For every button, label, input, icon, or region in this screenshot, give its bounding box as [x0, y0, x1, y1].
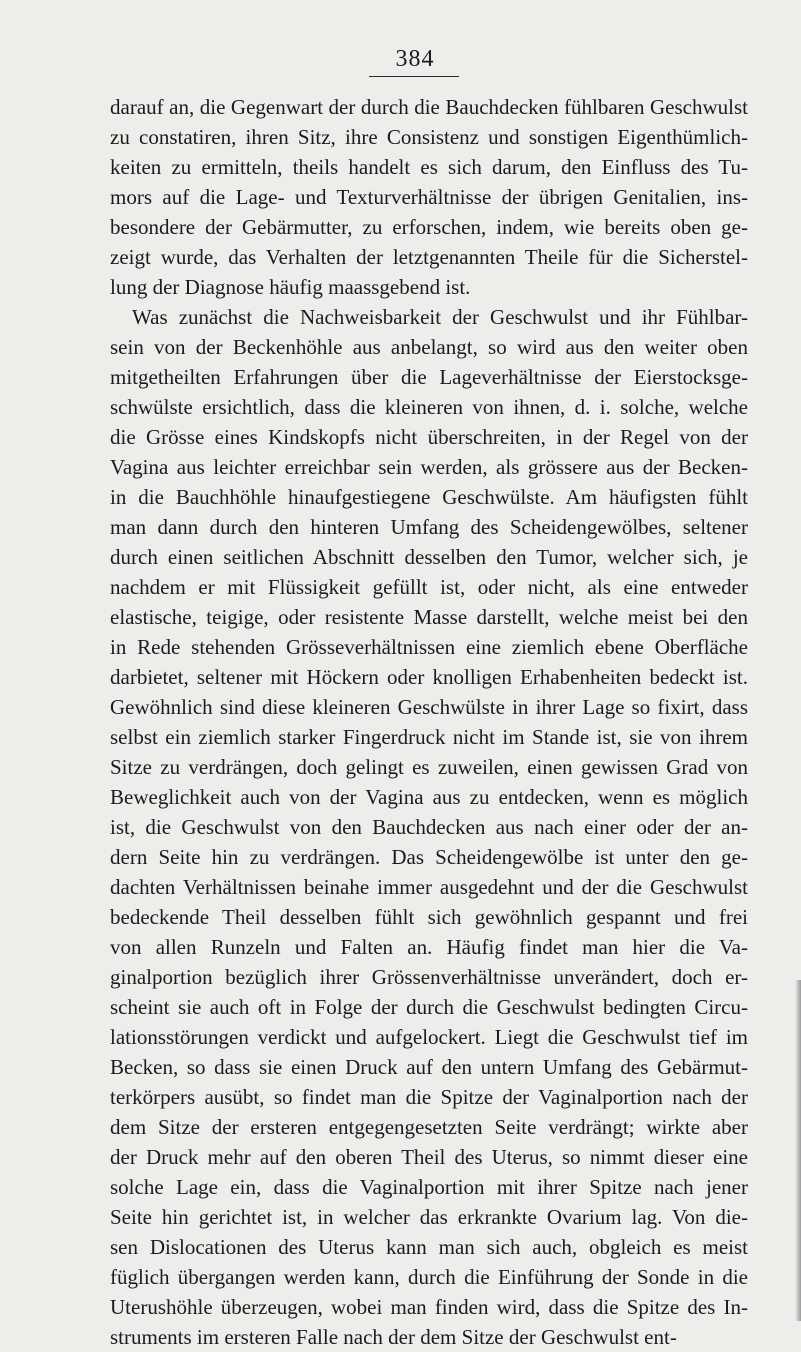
text-line: ist, die Geschwulst von den Bauchdecken aus nach einer oder der an-: [110, 815, 748, 839]
text-line: terkörpers ausübt, so findet man die Spitze der Vaginalportion nach der: [110, 1085, 748, 1109]
text-line: solche Lage ein, dass die Vaginalportion mit ihrer Spitze nach jener: [110, 1175, 748, 1199]
text-line: nachdem er mit Flüssigkeit gefüllt ist, oder nicht, als eine entweder: [110, 575, 748, 599]
text-line: Was zunächst die Nachweisbarkeit der Geschwulst und ihr Fühlbar-: [132, 305, 748, 329]
text-line: sein von der Beckenhöhle aus anbelangt, so wird aus den weiter oben: [110, 335, 748, 359]
text-line: dem Sitze der ersteren entgegengesetzten Seite verdrängt; wirkte aber: [110, 1115, 748, 1139]
text-line: der Druck mehr auf den oberen Theil des Uterus, so nimmt dieser eine: [110, 1145, 748, 1169]
text-line: besondere der Gebärmutter, zu erforschen, indem, wie bereits oben ge-: [110, 215, 748, 239]
text-line: Gewöhnlich sind diese kleineren Geschwülste in ihrer Lage so fixirt, dass: [110, 695, 748, 719]
text-line: zeigt wurde, das Verhalten der letztgenannten Theile für die Sicherstel-: [110, 245, 748, 269]
text-line: dachten Verhältnissen beinahe immer ausgedehnt und der die Geschwulst: [110, 875, 748, 899]
text-line: mors auf die Lage- und Texturverhältnisse der übrigen Genitalien, ins-: [110, 185, 748, 209]
text-line: füglich übergangen werden kann, durch die Einführung der Sonde in die: [110, 1265, 748, 1289]
text-line: lung der Diagnose häufig maassgebend ist.: [110, 275, 471, 299]
text-line: Seite hin gerichtet ist, in welcher das erkrankte Ovarium lag. Von die-: [110, 1205, 748, 1229]
text-line: lationsstörungen verdickt und aufgelockert. Liegt die Geschwulst tief im: [110, 1025, 748, 1049]
text-line: dern Seite hin zu verdrängen. Das Scheidengewölbe ist unter den ge-: [110, 845, 748, 869]
text-line: Vagina aus leichter erreichbar sein werden, als grössere aus der Becken-: [110, 455, 748, 479]
text-line: zu constatiren, ihren Sitz, ihre Consistenz und sonstigen Eigenthümlich-: [110, 125, 748, 149]
text-line: elastische, teigige, oder resistente Masse darstellt, welche meist bei den: [110, 605, 748, 629]
body-text: [110, 92, 748, 1352]
page-number: 384: [395, 46, 435, 72]
text-line: Uterushöhle überzeugen, wobei man finden wird, dass die Spitze des In-: [110, 1295, 748, 1319]
text-line: selbst ein ziemlich starker Fingerdruck nicht im Stande ist, sie von ihrem: [110, 725, 748, 749]
page-edge-shadow: [795, 980, 801, 1321]
text-line: die Grösse eines Kindskopfs nicht überschreiten, in der Regel von der: [110, 425, 748, 449]
text-line: in Rede stehenden Grösseverhältnissen eine ziemlich ebene Oberfläche: [110, 635, 748, 659]
text-line: schwülste ersichtlich, dass die kleineren von ihnen, d. i. solche, welche: [110, 395, 748, 419]
text-line: darauf an, die Gegenwart der durch die Bauchdecken fühlbaren Geschwulst: [110, 95, 748, 119]
text-line: sen Dislocationen des Uterus kann man sich auch, obgleich es meist: [110, 1235, 748, 1259]
text-line: in die Bauchhöhle hinaufgestiegene Geschwülste. Am häufigsten fühlt: [110, 485, 748, 509]
text-line: mitgetheilten Erfahrungen über die Lageverhältnisse der Eierstocksge-: [110, 365, 748, 389]
text-line: bedeckende Theil desselben fühlt sich gewöhnlich gespannt und frei: [110, 905, 748, 929]
text-line: darbietet, seltener mit Höckern oder knolligen Erhabenheiten bedeckt ist.: [110, 665, 748, 689]
text-line: scheint sie auch oft in Folge der durch die Geschwulst bedingten Circu-: [110, 995, 748, 1019]
text-line: von allen Runzeln und Falten an. Häufig findet man hier die Va-: [110, 935, 748, 959]
text-line: keiten zu ermitteln, theils handelt es sich darum, den Einfluss des Tu-: [110, 155, 748, 179]
text-line: Beweglichkeit auch von der Vagina aus zu entdecken, wenn es möglich: [110, 785, 748, 809]
text-line: Becken, so dass sie einen Druck auf den untern Umfang des Gebärmut-: [110, 1055, 748, 1079]
text-line: Sitze zu verdrängen, doch gelingt es zuweilen, einen gewissen Grad von: [110, 755, 748, 779]
page-number-underline: [369, 76, 459, 77]
text-line: durch einen seitlichen Abschnitt desselben den Tumor, welcher sich, je: [110, 545, 748, 569]
text-line: struments im ersteren Falle nach der dem Sitze der Geschwulst ent-: [110, 1325, 677, 1349]
text-line: man dann durch den hinteren Umfang des Scheidengewölbes, seltener: [110, 515, 748, 539]
text-line: ginalportion bezüglich ihrer Grössenverhältnisse unverändert, doch er-: [110, 965, 748, 989]
